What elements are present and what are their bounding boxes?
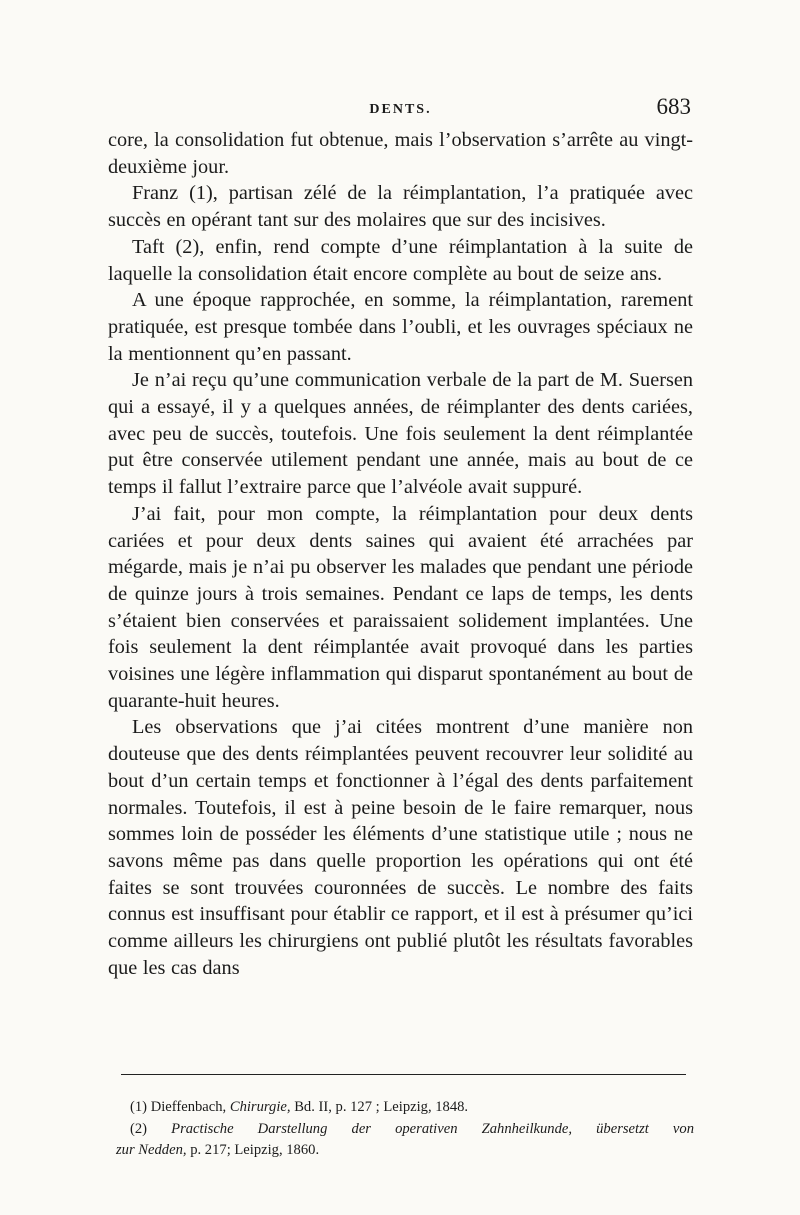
- running-head: [108, 92, 693, 122]
- footnote-marker: (2): [130, 1120, 148, 1137]
- paragraph: A une époque rapprochée, en somme, la réimplantation, rarement pratiquée, est presque tombée dans l’oubli, et les ouvrages spéciaux ne la mentionnent qu’en passant.: [108, 289, 693, 365]
- footnote-1: [116, 1097, 694, 1119]
- footnote-translator: zur Nedden,: [116, 1142, 187, 1158]
- footnote-author: Dieffenbach,: [150, 1099, 227, 1115]
- footnote-marker: (1): [130, 1099, 148, 1115]
- paragraph: core, la consolidation fut obtenue, mais l’observation s’arrête au vingt-deuxième jour.: [108, 129, 693, 178]
- footnote-2: [116, 1119, 694, 1141]
- footnotes: [116, 1097, 694, 1162]
- paragraph: Les observations que j’ai citées montrent d’une manière non douteuse que des dents réimplantées peuvent recouvrer leur solidité au bout d’un certain temps et fonctionner à l’égal des dents parfaitement normales. Toutefois, il est à peine besoin de le faire remarquer, nous sommes loin de posséder les éléments d’une statistique utile ; nous ne savons même pas dans quelle proportion les opérations qui ont été faites se sont trouvées couronnées de succès. Le nombre des faits connus est insuffisant pour établir ce rapport, et il est à présumer qu’ici comme ailleurs les chirurgiens ont publié plutôt les résultats favorables que les cas dans: [108, 716, 693, 979]
- footnote-2-continuation: [116, 1140, 694, 1162]
- paragraph: Franz (1), partisan zélé de la réimplantation, l’a pratiquée avec succès en opérant tant sur des molaires que sur des incisives.: [108, 182, 693, 232]
- footnote-reference: Bd. II, p. 127 ; Leipzig, 1848.: [294, 1099, 469, 1115]
- paragraph: J’ai fait, pour mon compte, la réimplantation pour deux dents cariées et pour deux dents saines qui avaient été arrachées par mégarde, mais je n’ai pu observer les malades que pendant une période de quinze jours à trois semaines. Pendant ce laps de temps, les dents s’étaient bien conservées et paraissaient solidement implantées. Une fois seulement la dent réimplantée avait provoqué dans les parties voisines une légère inflammation qui disparut spontanément au bout de quarante-huit heures.: [108, 502, 693, 712]
- body-text: [108, 127, 693, 982]
- footnote-translation-note: übersetzt von: [596, 1120, 695, 1137]
- paragraph: Je n’ai reçu qu’une communication verbale de la part de M. Suersen qui a essayé, il y a quelques années, de réimplanter des dents cariées, avec peu de succès, toutefois. Une fois seulement la dent réimplantée put être conservée utilement pendant une année, mais au bout de ce temps il fallut l’extraire parce que l’alvéole avait suppuré.: [108, 369, 693, 499]
- footnote-divider: [121, 1074, 686, 1075]
- paragraph: Taft (2), enfin, rend compte d’une réimplantation à la suite de laquelle la consolidation était encore complète au bout de seize ans.: [108, 235, 693, 285]
- running-head-title: DENTS.: [369, 102, 432, 117]
- footnote-work-title: Chirurgie,: [229, 1099, 291, 1115]
- page-number: 683: [656, 94, 691, 119]
- footnote-reference: p. 217; Leipzig, 1860.: [190, 1142, 320, 1158]
- footnote-work-title: Practische Darstellung der operativen Zahnheilkunde,: [171, 1120, 572, 1137]
